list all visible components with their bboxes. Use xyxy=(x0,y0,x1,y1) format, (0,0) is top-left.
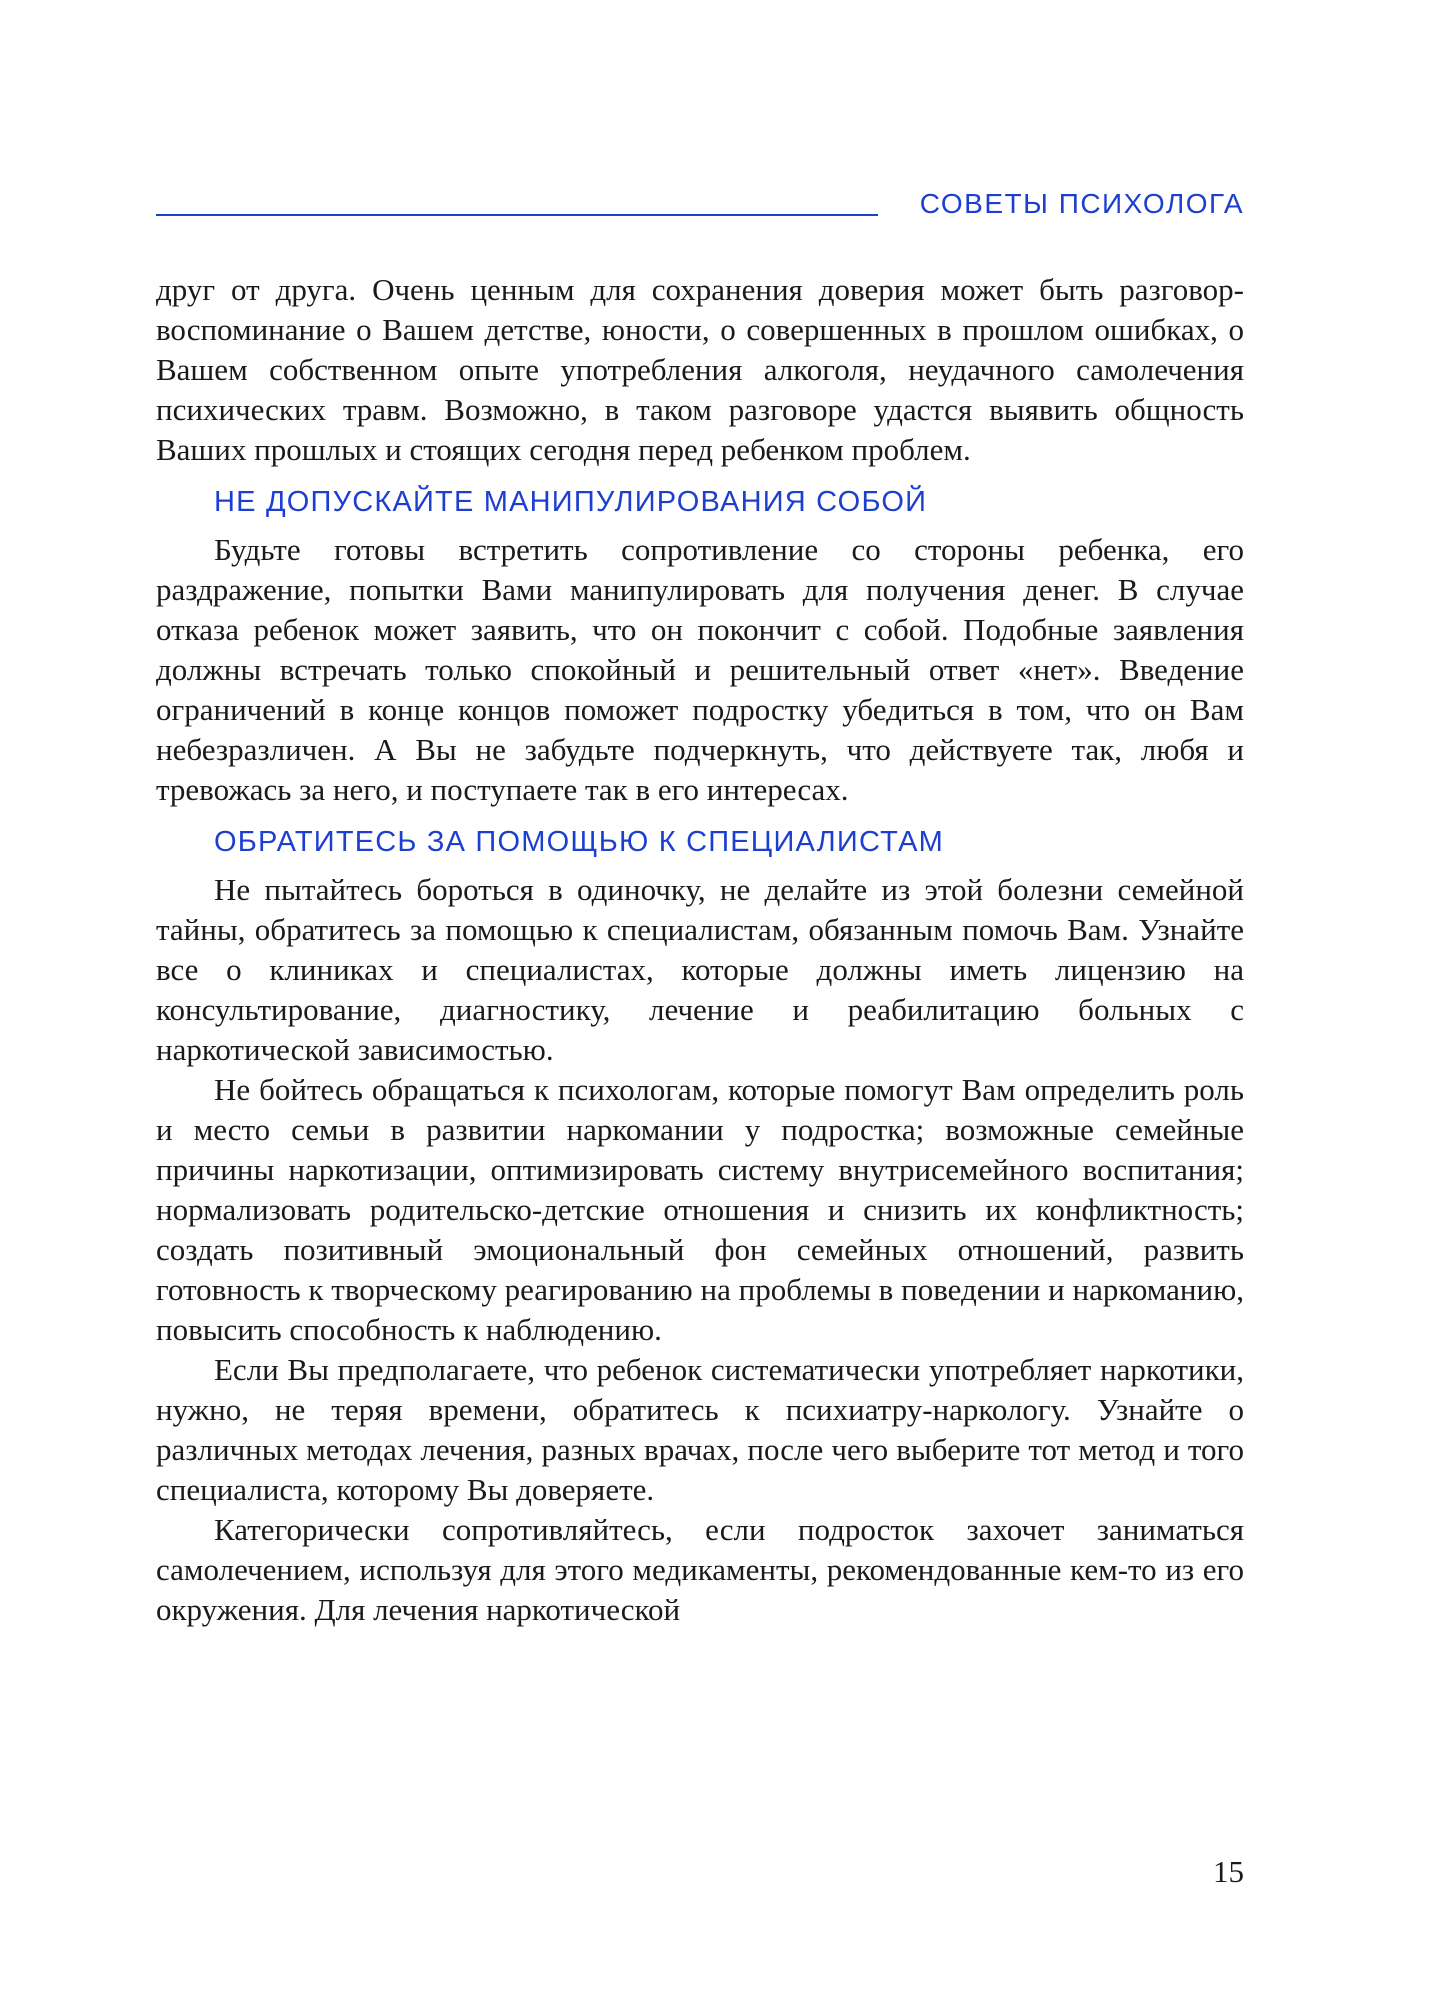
paragraph: Не бойтесь обращаться к психологам, которые помогут Вам определить роль и место семьи в развитии наркомании у подростка; возможные семейные причины наркотизации, оптимизировать систему внутрисемейного воспитания; нормализовать родительско-детские отношения и снизить их конфликтность; создать позитивный эмоциональный фон семейных отношений, развить готовность к творческому реагированию на проблемы в поведении и наркоманию, повысить способность к наблюдению. xyxy=(156,1072,1244,1347)
paragraph: Если Вы предполагаете, что ребенок систематически употребляет наркотики, нужно, не теряя времени, обратитесь к психиатру-наркологу. Узнайте о различных методах лечения, разных врачах, после чего выберите тот метод и того специалиста, которому Вы доверяете. xyxy=(156,1352,1244,1507)
section-heading-specialists: ОБРАТИТЕСЬ ЗА ПОМОЩЬЮ К СПЕЦИАЛИСТАМ xyxy=(214,826,944,858)
paragraph: Категорически сопротивляйтесь, если подросток захочет заниматься самолечением, используя для этого медикаменты, рекомендованные кем-то из его окружения. Для лечения наркотической xyxy=(156,1512,1244,1627)
book-page xyxy=(156,0,1244,2000)
paragraph: Будьте готовы встретить сопротивление со стороны ребенка, его раздражение, попытки Вами манипулировать для получения денег. В случае отказа ребенок может заявить, что он покончит с собой. Подобные заявления должны встречать только спокойный и решительный ответ «нет». Введение ограничений в конце концов поможет подростку убедиться в том, что он Вам небезразличен. А Вы не забудьте подчеркнуть, что действуете так, любя и тревожась за него, и поступаете так в его интересах. xyxy=(156,532,1244,807)
section-heading-manipulation: НЕ ДОПУСКАЙТЕ МАНИПУЛИРОВАНИЯ СОБОЙ xyxy=(214,486,928,518)
page-number: 15 xyxy=(1213,1854,1244,1889)
header-rule xyxy=(156,214,878,216)
running-title: СОВЕТЫ ПСИХОЛОГА xyxy=(919,188,1244,219)
paragraph-continuation: друг от друга. Очень ценным для сохранения доверия может быть разговор-воспоминание о Вашем детстве, юности, о совершенных в прошлом ошибках, о Вашем собственном опыте употребления алкоголя, неудачного самолечения психических травм. Возможно, в таком разговоре удастся выявить общность Ваших прошлых и стоящих сегодня перед ребенком проблем. xyxy=(156,272,1244,467)
body-text xyxy=(156,270,1244,1630)
running-header xyxy=(156,184,1244,228)
paragraph: Не пытайтесь бороться в одиночку, не делайте из этой болезни семейной тайны, обратитесь за помощью к специалистам, обязанным помочь Вам. Узнайте все о клиниках и специалистах, которые должны иметь лицензию на консультирование, диагностику, лечение и реабилитацию больных с наркотической зависимостью. xyxy=(156,872,1244,1067)
